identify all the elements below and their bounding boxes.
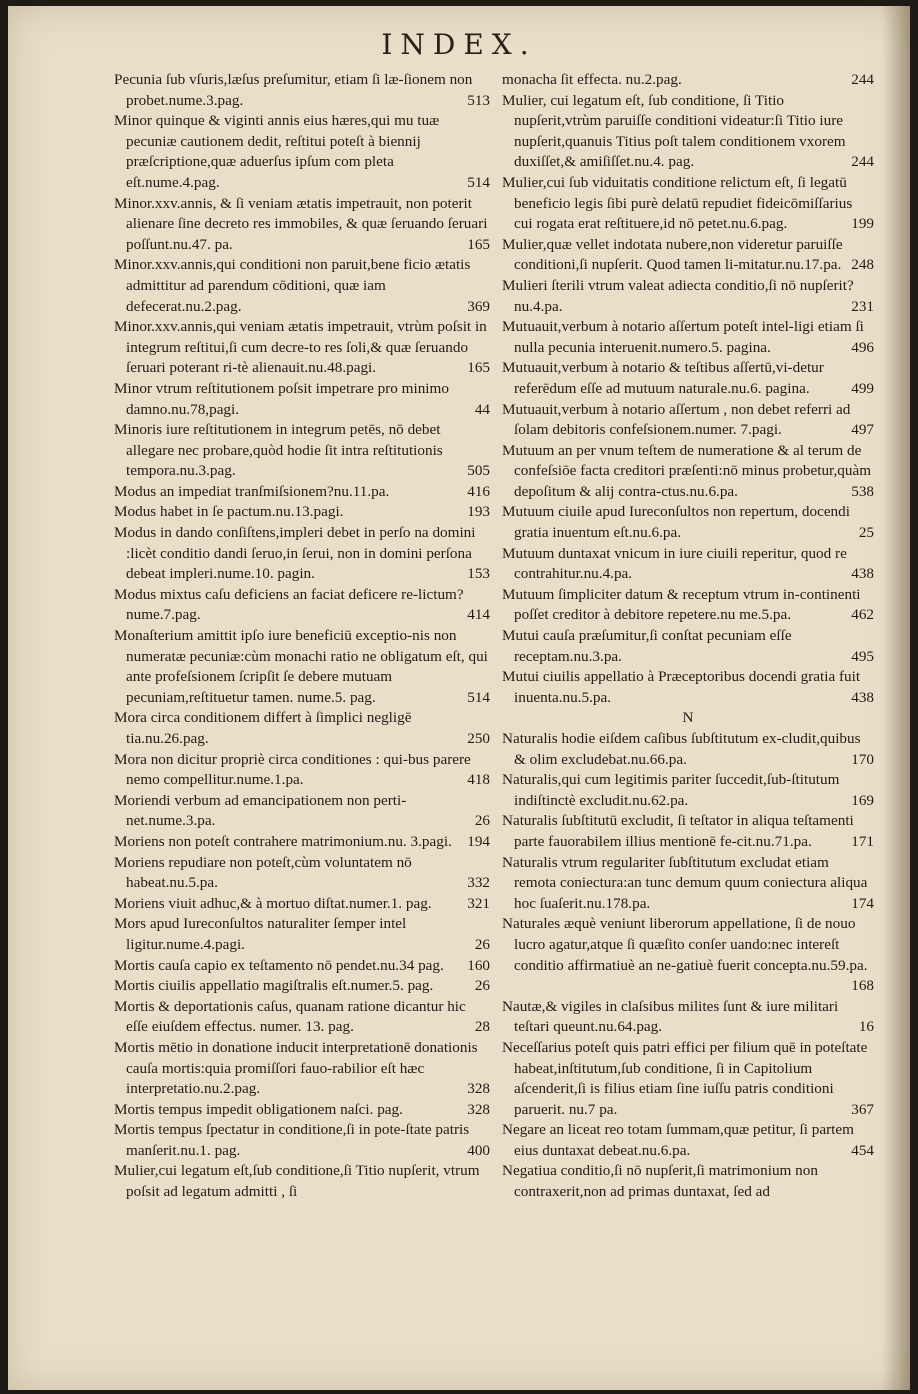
index-entry bbox=[502, 1038, 874, 1120]
index-entry bbox=[502, 276, 874, 317]
entry-page-number: 416 bbox=[467, 482, 490, 500]
entry-text: Minor quinque & viginti annis eius hæres,qui mu tuæ pecuniæ cautionem dedit, reſtitui poteſt à biennij præſcriptione,quæ aduerſus ipſum com pleta eſt.nume.4.pag. bbox=[114, 112, 440, 191]
entry-text: Mutui cauſa præſumitur,ſi conſtat pecuniam eſſe receptam.nu.3.pa. bbox=[502, 627, 792, 665]
entry-page-number: 497 bbox=[851, 421, 874, 439]
entry-page-number: 26 bbox=[474, 812, 490, 830]
entry-page-number: 28 bbox=[474, 1018, 490, 1036]
index-entry bbox=[502, 441, 874, 503]
entry-text: Naturalis,qui cum legitimis pariter ſuccedit,ſub-ſtitutum indiſtinctè excludit.nu.62.pa. bbox=[502, 771, 840, 809]
entry-page-number: 367 bbox=[851, 1100, 874, 1118]
entry-text: Mulier,cui legatum eſt,ſub conditione,ſi Titio nupſerit, vtrum poſsit ad legatum admitti , ſi bbox=[114, 1162, 480, 1201]
index-entry bbox=[502, 173, 874, 235]
entry-page-number: 174 bbox=[851, 894, 874, 912]
entry-text: Mulieri ſterili vtrum valeat adiecta conditio,ſi nō nupſerit?nu.4.pa. bbox=[502, 276, 854, 315]
index-entry bbox=[114, 914, 490, 955]
entry-text: Mutuum an per vnum teſtem de numeratione & al terum de confeſsiōe facta creditori præſenti:nō minus probetur,quàm depoſitum & alij contra-ctus.nu.6.pa. bbox=[502, 441, 872, 500]
entry-page-number: 513 bbox=[467, 91, 490, 109]
index-entry bbox=[114, 482, 490, 503]
entry-page-number: 328 bbox=[467, 1080, 490, 1098]
entry-text: Modus in dando conſiſtens,impleri debet in perſo na domini :licèt conditio dandi ſeruo,in ſerui, non in domini perſona debeat impleri.nume.10. pagin. bbox=[114, 524, 476, 583]
index-entry bbox=[502, 667, 874, 708]
index-entry bbox=[502, 70, 874, 91]
entry-text: Modus an impediat tranſmiſsionem?nu.11.pa. bbox=[114, 482, 390, 500]
entry-text: Minor.xxv.annis, & ſi veniam ætatis impetrauit, non poterit alienare ſine decreto res immobiles, & quæ ſeruando ſeruari poſſunt.nu.47. pa. bbox=[114, 194, 488, 253]
index-entry bbox=[114, 832, 490, 853]
entry-text: Mutuum ciuile apud Iureconſultos non repertum, docendi gratia inuentum eſt.nu.6.pa. bbox=[502, 503, 850, 542]
entry-text: Moriens repudiare non poteſt,cùm voluntatem nō habeat.nu.5.pa. bbox=[114, 853, 412, 892]
entry-text: Mortis tempus impedit obligationem naſci. pag. bbox=[114, 1100, 403, 1118]
entry-text: Negare an liceat reo totam ſummam,quæ petitur, ſi partem eius duntaxat debeat.nu.6.pa. bbox=[502, 1121, 854, 1159]
entry-page-number: 168 bbox=[851, 977, 874, 995]
index-entry bbox=[502, 91, 874, 173]
entry-text: Mulier,cui ſub viduitatis conditione relictum eſt, ſi legatū beneficio legis ſibi purè delatū repudiet fideicōmiſſarius cui rogata erat reſtituere,id nō petet.nu.6.pag. bbox=[502, 173, 853, 233]
index-page bbox=[8, 6, 910, 1390]
index-entry bbox=[114, 523, 490, 585]
index-entry bbox=[114, 502, 490, 523]
entry-page-number: 496 bbox=[851, 338, 874, 356]
entry-page-number: 514 bbox=[467, 173, 490, 191]
entry-text: Mutuauit,verbum à notario aſſertum , non debet referri ad ſolam debitoris confeſsionem.numer. 7.pagi. bbox=[502, 400, 851, 439]
entry-page-number: 414 bbox=[467, 606, 490, 624]
entry-text: Mulier, cui legatum eſt, ſub conditione, ſi Titio nupſerit,vtrùm paruiſſe conditioni videatur:ſi Titio iure nupſerit,quanuis Titius poſt talem conditionem vxorem duxiſſet,& amiſiſſet.nu.4. pag. bbox=[502, 91, 846, 171]
index-entry bbox=[114, 1100, 490, 1121]
section-letter: N bbox=[682, 709, 694, 727]
entry-text: Pecunia ſub vſuris,læſus preſumitur, etiam ſi læ-ſionem non probet.nume.3.pag. bbox=[114, 71, 473, 109]
page-title: INDEX. bbox=[381, 28, 537, 61]
entry-text: Mutuum ſimpliciter datum & receptum vtrum in-continenti poſſet creditor à debitore repetere.nu me.5.pa. bbox=[502, 585, 861, 624]
entry-page-number: 26 bbox=[474, 935, 490, 953]
index-entry bbox=[502, 502, 874, 543]
entry-page-number: 231 bbox=[851, 297, 874, 315]
entry-text: Modus mixtus caſu deficiens an faciat deficere re-lictum?nume.7.pag. bbox=[114, 585, 464, 624]
index-entry bbox=[502, 400, 874, 441]
entry-text: Mutuauit,verbum à notario aſſertum poteſt intel-ligi etiam ſi nulla pecunia interuenit.numero.5. pagina. bbox=[502, 318, 864, 356]
entry-page-number: 332 bbox=[467, 874, 490, 892]
index-entry bbox=[502, 914, 874, 996]
index-entry bbox=[114, 70, 490, 111]
index-entry bbox=[114, 976, 490, 997]
index-entry bbox=[502, 585, 874, 626]
entry-page-number: 328 bbox=[467, 1100, 490, 1118]
entry-text: Mors apud Iureconſultos naturaliter ſemper intel ligitur.nume.4.pagi. bbox=[114, 915, 407, 953]
entry-text: Minoris iure reſtitutionem in integrum petēs, nō debet allegare nec probare,quòd hodie ſit intra reſtitutionis tempora.nu.3.pag. bbox=[114, 421, 443, 480]
page-edge-shadow bbox=[882, 6, 910, 1390]
entry-text: Mora circa conditionem differt à ſimplici negligē tia.nu.26.pag. bbox=[114, 709, 412, 747]
index-entry bbox=[114, 997, 490, 1038]
index-entry bbox=[114, 894, 490, 915]
entry-page-number: 499 bbox=[851, 379, 874, 397]
entry-page-number: 321 bbox=[467, 894, 490, 912]
index-entry bbox=[114, 194, 490, 256]
entry-page-number: 250 bbox=[467, 730, 490, 747]
index-entry bbox=[114, 853, 490, 894]
entry-text: Mutuum duntaxat vnicum in iure ciuili reperitur, quod re contrahitur.nu.4.pa. bbox=[502, 544, 847, 583]
entry-text: Monaſterium amittit ipſo iure beneficiū exceptio-nis non numeratæ pecuniæ:cùm monachi ratio ne obligatum eſt, qui ante profeſsionem ſcripſit ſe debere mutuam pecuniam,reſtituetur tamen. nume.5. pag. bbox=[114, 627, 488, 706]
entry-text: Naturales æquè veniunt liberorum appellatione, ſi de nouo lucro agatur,atque ſi quæſito conſer uando:nec intereſt conditio affirmatiuè an ne-gatiuè fuerit concepta.nu.59.pa. bbox=[502, 915, 868, 974]
entry-text: Mutui ciuilis appellatio à Præceptoribus docendi gratia fuit inuenta.nu.5.pa. bbox=[502, 668, 861, 706]
index-entry bbox=[114, 585, 490, 626]
index-entry bbox=[114, 791, 490, 832]
index-entry bbox=[502, 358, 874, 399]
index-entry bbox=[502, 853, 874, 915]
index-entry bbox=[502, 811, 874, 852]
entry-text: Mortis ciuilis appellatio magiſtralis eſt.numer.5. pag. bbox=[114, 977, 434, 995]
index-entry bbox=[502, 1161, 874, 1202]
entry-text: Modus habet in ſe pactum.nu.13.pagi. bbox=[114, 503, 344, 521]
entry-text: Mortis mētio in donatione inducit interpretationē donationis cauſa mortis:quia promiſſori fauo-rabilior eſt hæc interpretatio.nu.2.pag. bbox=[114, 1038, 478, 1098]
entry-page-number: 505 bbox=[467, 462, 490, 480]
entry-page-number: 153 bbox=[467, 565, 490, 583]
entry-page-number: 244 bbox=[851, 153, 874, 171]
entry-text: Mortis cauſa capio ex teſtamento nō pendet.nu.34 pag. bbox=[114, 956, 444, 974]
index-entry bbox=[114, 1120, 490, 1161]
index-entry bbox=[114, 317, 490, 379]
entry-text: Naturalis hodie eiſdem caſibus ſubſtitutum ex-cludit,quibus & olim excludebat.nu.66.pa. bbox=[502, 730, 861, 768]
entry-page-number: 26 bbox=[474, 977, 490, 995]
index-entry bbox=[114, 111, 490, 193]
index-entry bbox=[502, 544, 874, 585]
entry-page-number: 44 bbox=[474, 400, 490, 418]
entry-page-number: 244 bbox=[851, 71, 874, 88]
entry-page-number: 248 bbox=[851, 256, 874, 274]
entry-page-number: 438 bbox=[851, 565, 874, 583]
entry-text: Naturalis vtrum regulariter ſubſtitutum excludat etiam remota coniectura:an tunc demum quum coniectura aliqua hoc ſuaſerit.nu.178.pa. bbox=[502, 853, 868, 912]
entry-page-number: 170 bbox=[851, 750, 874, 768]
entry-page-number: 369 bbox=[467, 297, 490, 315]
index-entry bbox=[502, 235, 874, 276]
entry-page-number: 193 bbox=[467, 503, 490, 521]
index-entry bbox=[114, 626, 490, 708]
entry-text: Mortis & deportationis caſus, quanam ratione dicantur hic eſſe eiuſdem effectus. numer. 13. pag. bbox=[114, 997, 466, 1036]
entry-text: Mortis tempus ſpectatur in conditione,ſi in pote-ſtate patris manſerit.nu.1. pag. bbox=[114, 1121, 470, 1159]
entry-text: Moriendi verbum ad emancipationem non perti-net.nume.3.pa. bbox=[114, 791, 407, 830]
entry-page-number: 538 bbox=[851, 482, 874, 500]
index-entry bbox=[502, 770, 874, 811]
entry-page-number: 514 bbox=[467, 688, 490, 706]
entry-page-number: 194 bbox=[467, 832, 490, 850]
index-entry bbox=[502, 317, 874, 358]
entry-text: Minor.xxv.annis,qui veniam ætatis impetrauit, vtrùm poſsit in integrum reſtitui,ſi cum decre-to res ſoli,& quæ ſeruando ſeruari poterant ri-tè alienauit.nu.48.pagi. bbox=[114, 318, 487, 377]
entry-text: Naturalis ſubſtitutū excludit, ſi teſtator in aliqua teſtamenti parte fauorabilem illius mentionē fe-cit.nu.71.pa. bbox=[502, 812, 854, 850]
index-entry bbox=[502, 729, 874, 770]
entry-page-number: 199 bbox=[851, 215, 874, 233]
entry-text: Mulier,quæ vellet indotata nubere,non videretur paruiſſe conditioni,ſi nupſerit. Quod tamen li-mitatur.nu.17.pa. bbox=[502, 235, 843, 274]
entry-text: Neceſſarius poteſt quis patri effici per filium quē in poteſtate habeat,inſtitutum,ſub conditione, ſi in Capitolium aſcenderit,ſi is filius etiam ſine iuſſu patris conditioni paruerit. nu.7 pa. bbox=[502, 1038, 868, 1118]
index-column-right bbox=[502, 70, 874, 1203]
entry-text: Negatiua conditio,ſi nō nupſerit,ſi matrimonium non contraxerit,non ad primas duntaxat, ſed ad bbox=[502, 1162, 818, 1201]
entry-text: Minor vtrum reſtitutionem poſsit impetrare pro minimo damno.nu.78,pagi. bbox=[114, 379, 449, 418]
entry-page-number: 495 bbox=[851, 647, 874, 665]
entry-text: Mutuauit,verbum à notario & teſtibus aſſertū,vi-detur referēdum eſſe ad mutuum naturale.nu.6. pagina. bbox=[502, 359, 824, 397]
entry-page-number: 400 bbox=[467, 1141, 490, 1159]
entry-page-number: 25 bbox=[858, 524, 874, 542]
index-entry bbox=[114, 1038, 490, 1100]
index-entry bbox=[114, 750, 490, 791]
entry-page-number: 418 bbox=[467, 771, 490, 789]
index-entry bbox=[114, 956, 490, 977]
index-entry bbox=[114, 420, 490, 482]
entry-page-number: 160 bbox=[467, 956, 490, 974]
entry-page-number: 165 bbox=[467, 359, 490, 377]
entry-page-number: 171 bbox=[851, 832, 874, 850]
entry-page-number: 16 bbox=[858, 1018, 874, 1036]
index-entry bbox=[114, 379, 490, 420]
entry-page-number: 454 bbox=[851, 1141, 874, 1159]
index-column-left bbox=[114, 70, 490, 1203]
entry-text: Nautæ,& vigiles in claſsibus milites ſunt & iure militari teſtari queunt.nu.64.pag. bbox=[502, 997, 839, 1036]
index-entry bbox=[114, 255, 490, 317]
entry-text: Moriens non poteſt contrahere matrimonium.nu. 3.pagi. bbox=[114, 832, 452, 850]
entry-page-number: 169 bbox=[851, 791, 874, 809]
index-entry bbox=[502, 626, 874, 667]
entry-page-number: 462 bbox=[851, 606, 874, 624]
index-entry bbox=[502, 1120, 874, 1161]
entry-text: monacha ſit effecta. nu.2.pag. bbox=[502, 71, 682, 88]
index-entry bbox=[114, 1161, 490, 1202]
index-entry bbox=[114, 708, 490, 749]
index-entry bbox=[502, 997, 874, 1038]
entry-page-number: 165 bbox=[467, 235, 490, 253]
entry-text: Mora non dicitur propriè circa conditiones : qui-bus parere nemo compellitur.nume.1.pa. bbox=[114, 750, 471, 789]
entry-page-number: 438 bbox=[851, 688, 874, 706]
entry-text: Moriens viuit adhuc,& à mortuo diſtat.numer.1. pag. bbox=[114, 894, 432, 912]
entry-text: Minor.xxv.annis,qui conditioni non paruit,bene ficio ætatis admittitur ad parendum cōditioni, quæ iam defecerat.nu.2.pag. bbox=[114, 256, 471, 315]
